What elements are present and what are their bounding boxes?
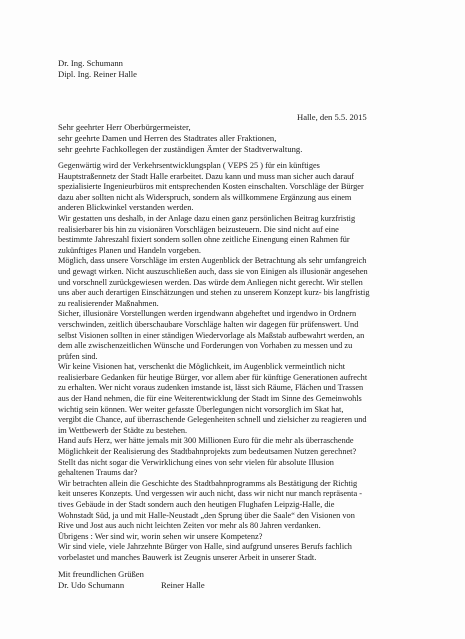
salutation-line: sehr geehrte Fachkollegen der zuständigen Ämter der Stadtverwaltung. [58, 144, 303, 154]
body-line: vorbelastet und manches Bauwerk ist Zeugnis unserer Arbeit in unserer Stadt. [58, 552, 317, 562]
body-line: im Wettbewerb der Städte zu bestehen. [58, 425, 188, 435]
body-line: prüfen sind. [58, 351, 98, 361]
body-line: keit unseres Konzepts. Und vergessen wir auch nicht, dass wir nicht nur manch repräsenta - [58, 489, 362, 499]
body-line: realisierbare Gedanken für heutige Bürger, vor allem aber für künftige Generationen aufrecht [58, 372, 368, 382]
body-line: uns aber auch derartigen Einschätzungen und stehen zu unserem Konzept kurz- bis langfristig [58, 288, 370, 298]
body-line: bestimmte Jahreszahl fixiert sondern sollen ohne zeitliche Einengung einen Rahmen für [58, 235, 350, 245]
body-line: wichtig sein können. Wer weiter gefasste Überlegungen nicht vorsorglich im Skat hat, [58, 404, 344, 414]
body-line: Wohnstadt Süd, ja und mit Halle-Neustadt „den Sprung über die Saale“ den Visionen von [58, 510, 355, 520]
body-line: Hand aufs Herz, wer hätte jemals mit 300 Millionen Euro für die mehr als überraschende [58, 436, 354, 446]
signatory-name-2: Reiner Halle [161, 580, 205, 590]
body-line: Sicher, illusionäre Vorstellungen werden irgendwann abgeheftet und irgendwo in Ordnern [58, 309, 357, 319]
body-line: spezialisierte Ingenieurbüros mit entsprechenden Kosten einschalten. Vorschläge der Bürger [58, 182, 364, 192]
signatory-name-1: Dr. Udo Schumann [58, 580, 125, 590]
body-line: verschwinden, zeitlich überschaubare Vorschläge halten wir dagegen für prüfenswert. Und [58, 319, 359, 329]
body-line: Möglich, dass unsere Vorschläge im ersten Augenblick der Betrachtung als sehr umfangreich [58, 256, 367, 266]
body-line: zukünftiges Planen und Handeln vorgeben. [58, 245, 201, 255]
body-line: dem alle zwischenzeitlichen Wünsche und Forderungen von Vorhaben zu messen und zu [58, 341, 353, 351]
body-line: Hauptstraßennetz der Stadt Halle erarbeitet. Dazu kann und muss man sicher auch darauf [58, 171, 355, 181]
body-line: Stellt das nicht sogar die Verwirklichung eines von sehr vielen für absolute Illusion [58, 457, 334, 467]
body-line: zu erhalten. Wer nicht voraus zudenken imstande ist, lässt sich Räume, Flächen und Trassen [58, 383, 364, 393]
body-line: zu realisierender Maßnahmen. [58, 298, 159, 308]
body-line: und gewagt wirken. Nicht auszuschließen auch, dass sie von Einigen als illusionär angesehen [58, 266, 368, 276]
body-line: Wir gestatten uns deshalb, in der Anlage dazu einen ganz persönlichen Beitrag kurzfristig [58, 213, 356, 223]
body-line: dazu aber sollten nicht als Widerspruch, sondern als willkommene Ergänzung aus einem [58, 192, 352, 202]
closing-block [58, 569, 205, 591]
body-line: aus der Hand nehmen, die für eine Weiterentwicklung der Stadt im Sinne des Gemeinwohls [58, 394, 362, 404]
salutation-block [58, 122, 438, 155]
body-line: Übrigens : Wer sind wir, worin sehen wir unsere Kompetenz? [58, 531, 263, 541]
body-line: vergibt die Chance, auf überraschende Gelegenheiten schnell und zielsicher zu reagieren und [58, 415, 367, 425]
letter-body [58, 161, 428, 564]
body-line: tives Gebäude in der Stadt sondern auch den heutigen Flughafen Leipzig-Halle, die [58, 500, 335, 509]
sender-block [58, 58, 137, 80]
body-line: Rive und Jost aus auch nicht leichten Zeiten vor mehr als 80 Jahren verdanken. [58, 521, 321, 531]
closing-greeting: Mit freundlichen Grüßen [58, 569, 144, 579]
body-line: Wir betrachten allein die Geschichte des Stadtbahnprogramms als Bestätigung der Richtig [58, 478, 358, 488]
body-line: selbst Visionen sollten in einer ständigen Wiedervorlage als Maßstab aufbewahrt werden, an [58, 330, 365, 340]
letter-date: Halle, den 5.5. 2015 [297, 112, 367, 122]
body-line: Wir sind viele, viele Jahrzehnte Bürger von Halle, sind aufgrund unseres Berufs fachlich [58, 542, 352, 552]
body-line: Gegenwärtig wird der Verkehrsentwicklungsplan ( VEPS 25 ) für ein künftiges [58, 161, 320, 170]
body-line: anderen Blickwinkel verstanden werden. [58, 203, 194, 213]
body-line: realisierbarer bis hin zu visionären Vorschlägen beizusteuern. Die sind nicht auf eine [58, 224, 339, 234]
body-line: gehaltenen Traums dar? [58, 468, 138, 478]
sender-name-1: Dr. Ing. Schumann [58, 58, 123, 68]
salutation-line: sehr geehrte Damen und Herren des Stadtrates aller Fraktionen, [58, 133, 277, 143]
body-line: und vorschnell zurückgewiesen werden. Das würde dem Anliegen nicht gerecht. Wir stellen [58, 277, 363, 287]
body-line: Wir keine Visionen hat, verschenkt die Möglichkeit, im Augenblick vermeintlich nicht [58, 362, 346, 372]
signatory-names [58, 580, 205, 591]
body-line: Möglichkeit der Realisierung des Stadtbahnprojekts zum bedeutsamen Nutzen gerechnet? [58, 447, 357, 457]
sender-name-2: Dipl. Ing. Reiner Halle [58, 69, 137, 79]
salutation-line: Sehr geehrter Herr Oberbürgermeister, [58, 122, 191, 132]
